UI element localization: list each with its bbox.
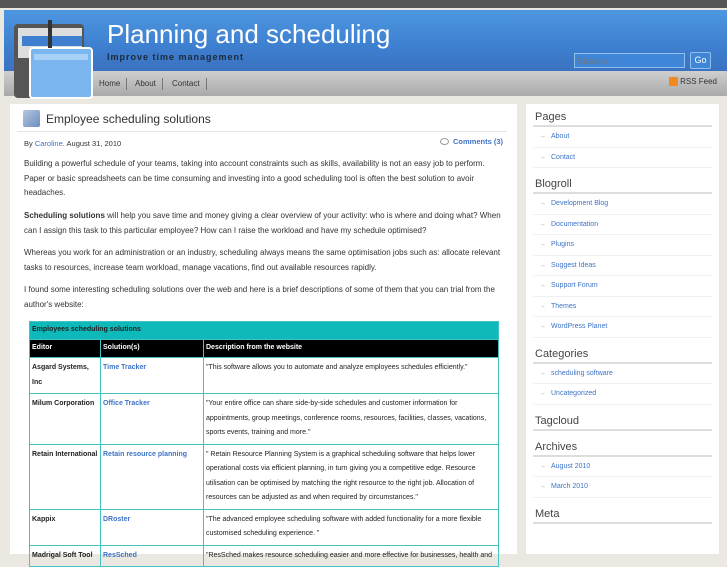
solution-link[interactable]: Retain resource planning: [103, 450, 188, 458]
arrow-icon: →: [539, 133, 546, 140]
paragraph: [24, 209, 508, 238]
editor-cell: Milum Corporation: [30, 394, 101, 445]
link-text[interactable]: WordPress Planet: [551, 323, 608, 330]
paragraph: I found some interesting scheduling solutions over the web and here is a brief descriptions of some of them that you can trial from the author's website:: [24, 285, 495, 309]
description-cell: " Retain Resource Planning System is a graphical scheduling software that helps lower operational costs via efficient planning, in turn giving you a competitive edge. Resource utilisation can be optimised by matching the right resource to the right job. Allocation of resources can be adjusted as and when required by circumstances.": [204, 444, 499, 509]
solution-link[interactable]: ResSched: [103, 551, 137, 559]
post-byline: [24, 139, 121, 148]
sidebar-link[interactable]: [533, 215, 712, 236]
description-cell: "The advanced employee scheduling software with added functionality for a more flexible customised scheduling experience. ": [204, 509, 499, 545]
solution-link[interactable]: Office Tracker: [103, 400, 150, 407]
arrow-icon: →: [539, 462, 546, 470]
sidebar-link[interactable]: [533, 384, 712, 405]
arrow-icon: →: [539, 282, 546, 289]
by-label: By: [24, 139, 35, 148]
link-text[interactable]: Contact: [551, 153, 576, 161]
column-header: Description from the website: [204, 340, 499, 358]
arrow-icon: →: [539, 390, 546, 397]
link-text[interactable]: Plugins: [551, 241, 574, 248]
solutions-table: [29, 321, 499, 567]
table-row: [30, 394, 499, 445]
table-row: [30, 358, 499, 394]
description-cell: "This software allows you to automate and analyze employees schedules efficiently.": [204, 358, 499, 394]
comments-label: Comments (3): [453, 137, 504, 146]
widget-title-blogroll: Blogroll: [533, 178, 712, 194]
author-link[interactable]: Caroline: [34, 139, 63, 148]
widget-title-archives: Archives: [533, 441, 712, 457]
editor-cell: Madrigal Soft Tool: [30, 545, 101, 567]
paragraph: Building a powerful schedule of your teams, taking into account constraints such as skills, availability is not an easy job to perform. Paper or basic spreadsheets can be time consuming and investing into a good scheduling tool is often the best solution to avoir headaches.: [24, 159, 485, 197]
sidebar-link[interactable]: [533, 235, 712, 256]
post-title[interactable]: [23, 110, 211, 127]
table-row: [30, 509, 499, 545]
link-text[interactable]: Themes: [551, 302, 577, 310]
search-input[interactable]: [574, 53, 685, 68]
link-text[interactable]: March 2010: [551, 483, 588, 490]
link-text[interactable]: Uncategorized: [551, 390, 597, 397]
bold-term: Scheduling solutions: [24, 211, 105, 220]
pencil-icon: [23, 110, 40, 127]
widget-title-categories: Categories: [533, 348, 712, 364]
link-text[interactable]: Documentation: [551, 220, 599, 228]
editor-cell: Retain International: [30, 444, 101, 509]
arrow-icon: →: [539, 241, 546, 248]
sidebar-link[interactable]: [533, 297, 712, 318]
column-header: Solution(s): [101, 340, 204, 358]
description-cell: "ResSched makes resource scheduling easier and more effective for businesses, health and: [204, 545, 499, 567]
rss-icon: [669, 77, 678, 86]
post-date: . August 31, 2010: [62, 139, 122, 148]
arrow-icon: →: [539, 302, 546, 310]
link-text[interactable]: August 2010: [551, 462, 591, 470]
arrow-icon: →: [539, 261, 546, 269]
rss-label: RSS Feed: [680, 77, 717, 86]
arrow-icon: →: [539, 153, 546, 161]
site-title[interactable]: Planning and scheduling: [107, 19, 391, 49]
paragraph: Whereas you work for an administration or an industry, scheduling always means the same optimisation jobs such as: allocate relevant tasks to resources, increase team workload, manage vacations, find out available resources rapidly.: [24, 248, 501, 272]
link-text[interactable]: Support Forum: [551, 282, 598, 289]
comments-link[interactable]: [440, 137, 503, 146]
arrow-icon: →: [539, 200, 546, 207]
search-go-button[interactable]: Go: [690, 52, 711, 69]
table-row: [30, 545, 499, 567]
sidebar-link[interactable]: [533, 364, 712, 385]
sidebar-link[interactable]: [533, 127, 712, 148]
link-text[interactable]: About: [551, 133, 570, 140]
post-title-text: Employee scheduling solutions: [46, 111, 211, 126]
editor-cell: Kappix: [30, 509, 101, 545]
sidebar-link[interactable]: [533, 256, 712, 277]
description-cell: "Your entire office can share side-by-side schedules and customer information for appointments, group meetings, conference rooms, resources, facilities, classes, vacations, sports events, training and more.": [204, 394, 499, 445]
top-bar: [0, 0, 727, 8]
link-text[interactable]: scheduling software: [551, 369, 613, 377]
table-row: [30, 444, 499, 509]
table-caption: Employees scheduling solutions: [30, 322, 499, 340]
sidebar-link[interactable]: [533, 276, 712, 297]
sidebar-link[interactable]: [533, 317, 712, 338]
speech-bubble-icon: [440, 138, 449, 145]
widget-title-pages: Pages: [533, 111, 712, 127]
solution-link[interactable]: Time Tracker: [103, 364, 147, 371]
arrow-icon: →: [539, 323, 546, 330]
sidebar-link[interactable]: [533, 194, 712, 215]
nav-home[interactable]: Home: [93, 78, 127, 90]
sidebar-link[interactable]: [533, 148, 712, 169]
rss-feed-link[interactable]: [669, 77, 717, 86]
link-text[interactable]: Development Blog: [551, 200, 609, 207]
link-text[interactable]: Suggest Ideas: [551, 261, 596, 269]
calendar-logo-icon: [10, 18, 98, 100]
paragraph-text: will help you save time and money giving a clear overview of your activity: who is where and doing what? When can I assign this task to this particular employee? How can I raise the workload and have my schedule optimised?: [24, 211, 501, 235]
site-tagline: Improve time management: [107, 52, 245, 62]
nav-about[interactable]: About: [129, 78, 163, 90]
arrow-icon: →: [539, 220, 546, 228]
arrow-icon: →: [539, 369, 546, 377]
divider: [17, 131, 507, 132]
column-header: Editor: [30, 340, 101, 358]
nav-contact[interactable]: Contact: [166, 78, 207, 90]
solution-link[interactable]: DRoster: [103, 515, 131, 523]
widget-title-tagcloud: Tagcloud: [533, 415, 712, 431]
sidebar: [526, 104, 719, 554]
sidebar-link[interactable]: [533, 457, 712, 478]
arrow-icon: →: [539, 483, 546, 490]
sidebar-link[interactable]: [533, 477, 712, 498]
widget-title-meta: Meta: [533, 508, 712, 524]
editor-cell: Asgard Systems, Inc: [30, 358, 101, 394]
